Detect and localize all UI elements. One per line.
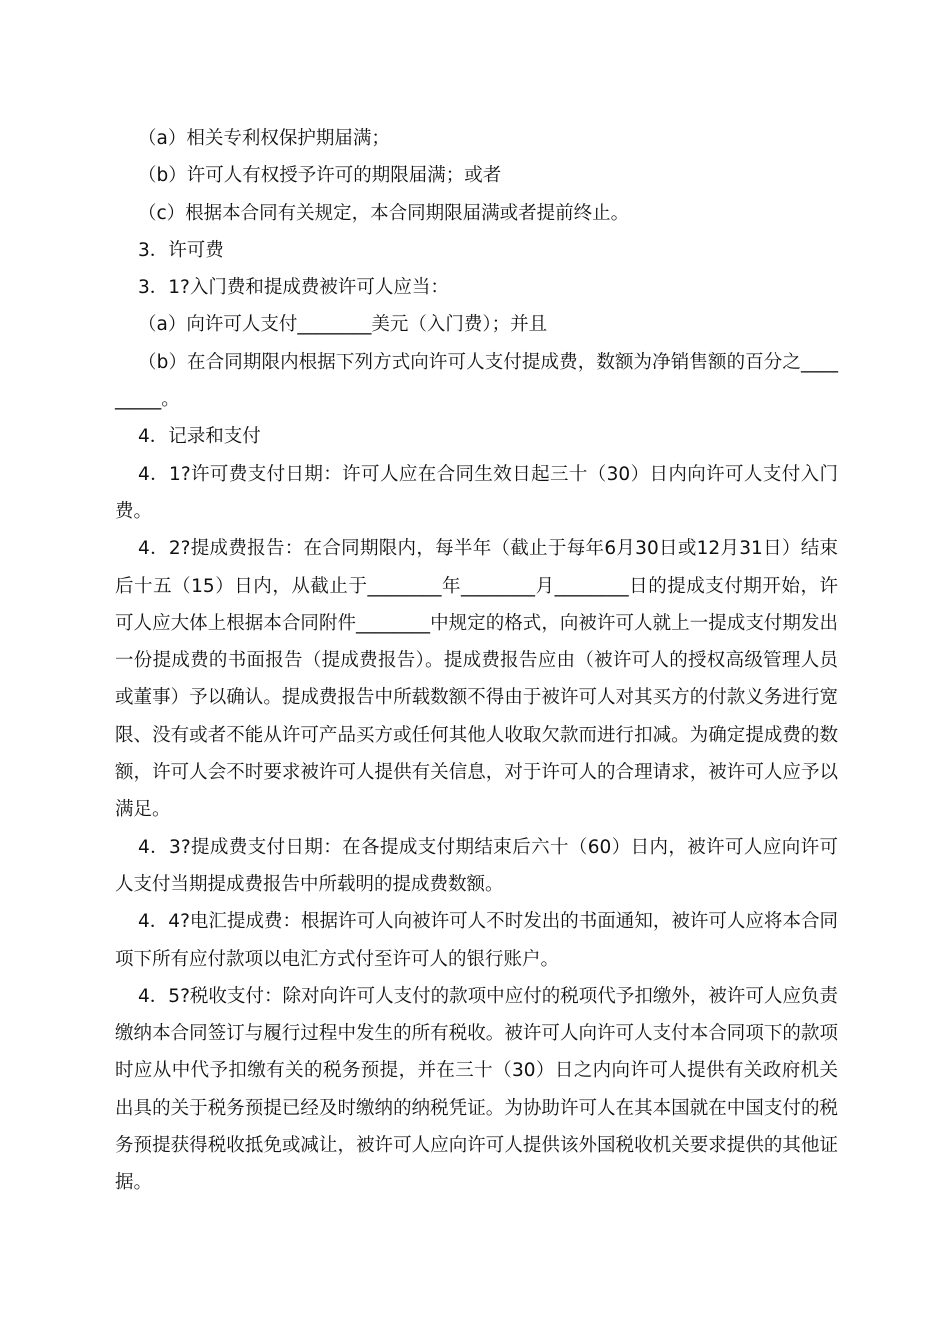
paragraph-clause-b: （b）许可人有权授予许可的期限届满；或者 — [138, 165, 502, 187]
paragraph-4-4: 4．4?电汇提成费：根据许可人向被许可人不时发出的书面通知，被许可人应将本合同项下所有应付款项以电汇方式付至许可人的银行账户。 — [115, 911, 838, 970]
section-heading-records-payment: 4．记录和支付 — [138, 426, 261, 448]
section-heading-license-fee: 3．许可费 — [138, 239, 224, 261]
paragraph-3-1-a: （a）向许可人支付________美元（入门费）；并且 — [138, 314, 548, 336]
paragraph-3-1-b: （b）在合同期限内根据下列方式向许可人支付提成费，数额为净销售额的百分之_________。 — [115, 351, 838, 411]
paragraph-4-2: 4．2?提成费报告：在合同期限内，每半年（截止于每年6月30日或12月31日）结束后十五（15）日内，从截止于________年________月________日的提成支付期开始，许可人应大体上根据本合同附件________中规定的格式，向被许可人就上一提成支付期发出一份提成费的书面报告（提成费报告）。提成费报告应由（被许可人的授权高级管理人员或董事）予以确认。提成费报告中所载数额不得由于被许可人对其买方的付款义务进行宽限、没有或者不能从许可产品买方或任何其他人收取欠款而进行扣减。为确定提成费的数额，许可人会不时要求被许可人提供有关信息，对于许可人的合理请求，被许可人应予以满足。 — [115, 538, 838, 821]
paragraph-clause-c: （c）根据本合同有关规定，本合同期限届满或者提前终止。 — [138, 202, 630, 224]
paragraph-4-1: 4．1?许可费支付日期：许可人应在合同生效日起三十（30）日内向许可人支付入门费。 — [115, 463, 838, 522]
paragraph-3-1: 3．1?入门费和提成费被许可人应当： — [138, 277, 449, 299]
paragraph-clause-a: （a）相关专利权保护期届满； — [138, 128, 390, 149]
document-body — [115, 120, 838, 1202]
paragraph-4-5: 4．5?税收支付：除对向许可人支付的款项中应付的税项代予扣缴外，被许可人应负责缴纳本合同签订与履行过程中发生的所有税收。被许可人向许可人支付本合同项下的款项时应从中代予扣缴有关的税务预提，并在三十（30）日之内向许可人提供有关政府机关出具的关于税务预提已经及时缴纳的纳税凭证。为协助许可人在其本国就在中国支付的税务预提获得税收抵免或减让，被许可人应向许可人提供该外国税收机关要求提供的其他证据。 — [115, 985, 838, 1194]
paragraph-4-3: 4．3?提成费支付日期：在各提成支付期结束后六十（60）日内，被许可人应向许可人支付当期提成费报告中所载明的提成费数额。 — [115, 836, 838, 895]
